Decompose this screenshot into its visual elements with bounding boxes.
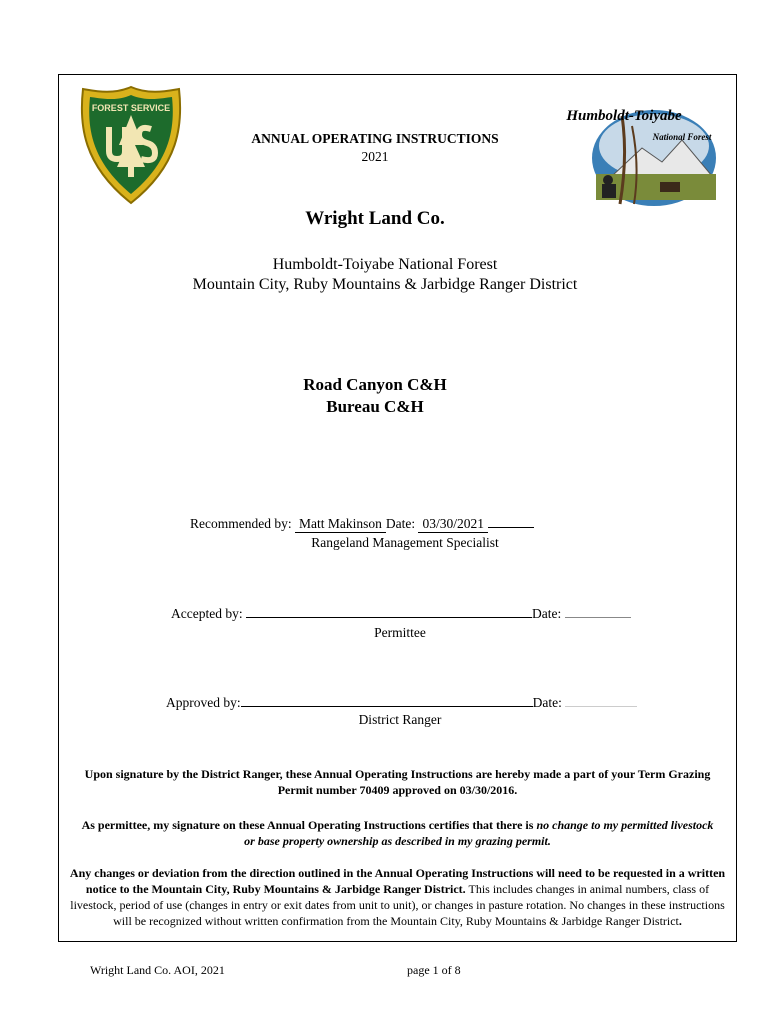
allotment-1: Road Canyon C&H bbox=[303, 375, 447, 394]
footer-left: Wright Land Co. AOI, 2021 bbox=[90, 963, 225, 977]
accepted-signature-line bbox=[171, 606, 631, 622]
permit-paragraph: Upon signature by the District Ranger, these Annual Operating Instructions are hereby made a part of your Term Grazing Permit number 70409 approved on 03/30/2016. bbox=[84, 767, 711, 797]
certification-italic-text: no change to my permitted livestock or base property ownership as described in my grazing permit. bbox=[244, 818, 714, 848]
accepted-title: Permittee bbox=[374, 625, 426, 640]
aoi-title: ANNUAL OPERATING INSTRUCTIONS bbox=[251, 131, 499, 146]
accepted-signature-field[interactable] bbox=[246, 617, 532, 618]
accepted-label: Accepted by: bbox=[171, 606, 243, 621]
recommended-name: Matt Makinson bbox=[295, 516, 386, 533]
recommended-signature-line bbox=[190, 516, 534, 533]
changes-bold-text: Any changes or deviation from the direction outlined in the Annual Operating Instructions will need to be requested in a written notice to the Mountain City, Ruby Mountains & Jarbidge Ranger District. bbox=[69, 866, 726, 896]
recommended-date-blank bbox=[488, 527, 534, 528]
svg-text:National Forest: National Forest bbox=[652, 132, 712, 142]
recommended-date-label: Date: bbox=[385, 516, 416, 531]
approved-title: District Ranger bbox=[358, 712, 442, 727]
svg-text:FOREST SERVICE: FOREST SERVICE bbox=[91, 103, 171, 113]
district-name: Mountain City, Ruby Mountains & Jarbidge Ranger District bbox=[192, 276, 578, 293]
certification-text: As permittee, my signature on these Annual Operating Instructions certifies that there is bbox=[81, 818, 537, 832]
changes-period: . bbox=[678, 914, 682, 928]
certification-paragraph bbox=[76, 817, 719, 849]
changes-normal-text: This includes changes in animal numbers, class of livestock, period of use (changes in entry or exit dates from unit to unit), or changes in pasture rotation. No changes in these instructions will be recognized without written confirmation from the Mountain City, Ruby Mountains & Jarbidge Ranger District bbox=[70, 882, 725, 928]
permittee-name: Wright Land Co. bbox=[305, 208, 445, 229]
recommended-label: Recommended by: bbox=[190, 516, 292, 531]
page-number: page 1 of 8 bbox=[407, 963, 461, 977]
approved-date-field[interactable] bbox=[565, 706, 637, 707]
approved-label: Approved by: bbox=[166, 695, 241, 710]
approved-date-label: Date: bbox=[532, 695, 562, 710]
svg-text:Humboldt-Toiyabe: Humboldt-Toiyabe bbox=[566, 108, 682, 124]
forest-name: Humboldt-Toiyabe National Forest bbox=[272, 256, 498, 273]
recommended-title: Rangeland Management Specialist bbox=[311, 535, 499, 550]
accepted-date-field[interactable] bbox=[565, 617, 631, 618]
changes-paragraph bbox=[64, 865, 731, 929]
approved-signature-field[interactable] bbox=[241, 706, 533, 707]
recommended-date: 03/30/2021 bbox=[418, 516, 488, 533]
aoi-year: 2021 bbox=[361, 149, 389, 164]
approved-signature-line bbox=[166, 695, 637, 711]
allotment-2: Bureau C&H bbox=[326, 397, 424, 416]
accepted-date-label: Date: bbox=[531, 606, 562, 621]
